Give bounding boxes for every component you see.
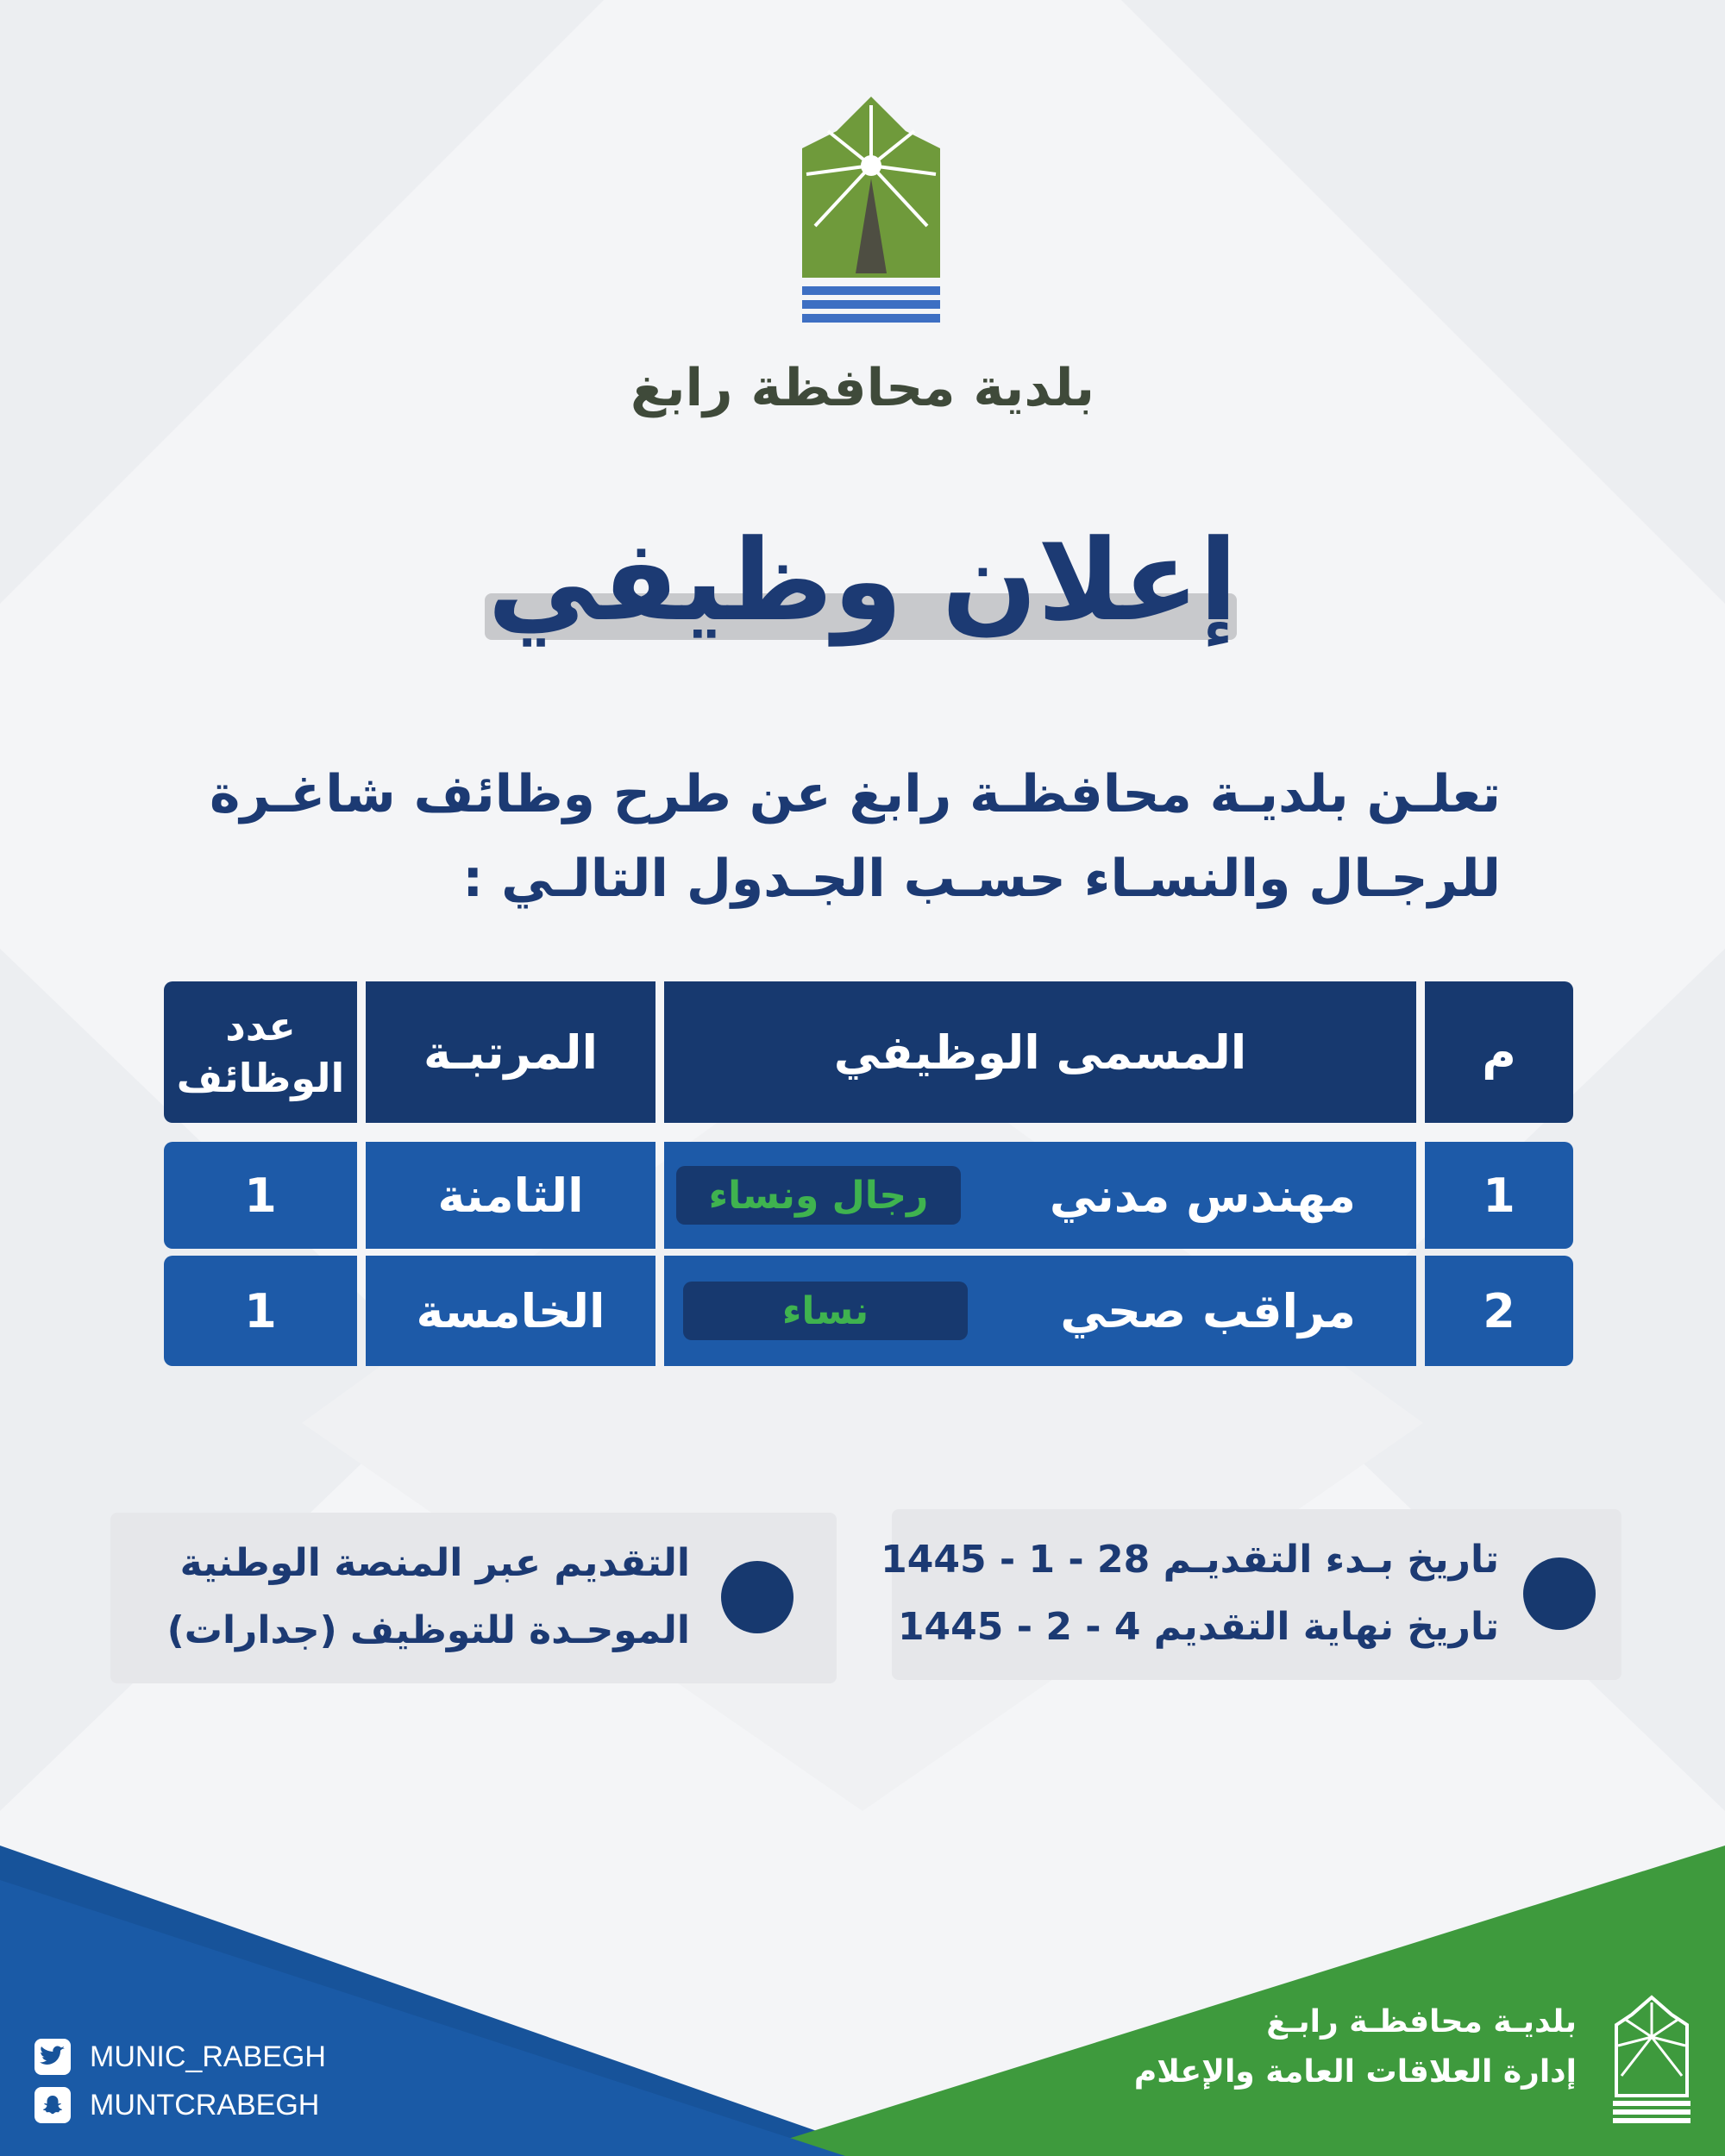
twitter-handle: MUNIC_RABEGH xyxy=(90,2040,326,2073)
table-row xyxy=(164,1142,1573,1249)
header-title: المسمى الوظيفي xyxy=(664,981,1416,1123)
row-grade: الثامنة xyxy=(366,1142,656,1249)
row-num: 1 xyxy=(1425,1142,1573,1249)
snapchat-handle: MUNTCRABEGH xyxy=(90,2088,320,2122)
row-grade: الخامسة xyxy=(366,1256,656,1366)
intro-line-2: للرجـال والنسـاء حسـب الجـدول التالـي : xyxy=(462,849,1501,909)
row-title: مهندس مدني xyxy=(1049,1168,1356,1223)
dates-box xyxy=(881,1509,1622,1680)
table-row xyxy=(164,1256,1573,1366)
snapchat-link[interactable] xyxy=(34,2087,319,2123)
end-date: تاريخ نهاية التقديم 4 - 2 - 1445 xyxy=(897,1605,1499,1649)
apply-line-2: الموحـدة للتوظيف (جدارات) xyxy=(166,1608,690,1652)
twitter-icon xyxy=(34,2039,71,2075)
apply-box xyxy=(110,1513,837,1683)
apply-line-1: التقديم عبر المنصة الوطنية xyxy=(179,1541,690,1585)
footer-logo xyxy=(1613,1994,1690,2123)
row-num: 2 xyxy=(1425,1256,1573,1366)
municipality-logo xyxy=(802,97,940,329)
twitter-link[interactable] xyxy=(34,2039,326,2075)
row-count: 1 xyxy=(164,1256,357,1366)
row-title-cell xyxy=(664,1256,1416,1366)
header-count xyxy=(164,981,357,1123)
start-date: تاريخ بـدء التقديـم 28 - 1 - 1445 xyxy=(881,1538,1499,1582)
row-count: 1 xyxy=(164,1142,357,1249)
bullet-icon xyxy=(1523,1557,1596,1630)
intro-line-1: تعلـن بلديـة محافظـة رابغ عن طرح وظائف شاغـرة xyxy=(209,764,1501,824)
row-gender-badge: نساء xyxy=(683,1282,968,1340)
bullet-icon xyxy=(721,1561,794,1633)
logo-caption: بلدية محافظة رابغ xyxy=(630,358,1095,418)
snapchat-icon xyxy=(34,2087,71,2123)
footer-org-line-2: إدارة العلاقات العامة والإعلام xyxy=(1133,2054,1577,2090)
header-num: م xyxy=(1425,981,1573,1123)
intro-text xyxy=(209,752,1501,921)
header-count-line2: الوظائف xyxy=(176,1055,345,1101)
row-title-cell xyxy=(664,1142,1416,1249)
footer-org xyxy=(1134,1997,1577,2097)
row-title: مراقب صحي xyxy=(1060,1283,1356,1338)
footer-org-line-1: بلديـة محافظـة رابـغ xyxy=(1266,2004,1577,2040)
page-title: إعلان وظيفي xyxy=(487,515,1238,646)
header-count-line1: عدد xyxy=(225,1003,296,1050)
row-gender-badge: رجال ونساء xyxy=(676,1166,961,1225)
table-header xyxy=(164,981,1573,1123)
header-grade: المرتبـة xyxy=(366,981,656,1123)
